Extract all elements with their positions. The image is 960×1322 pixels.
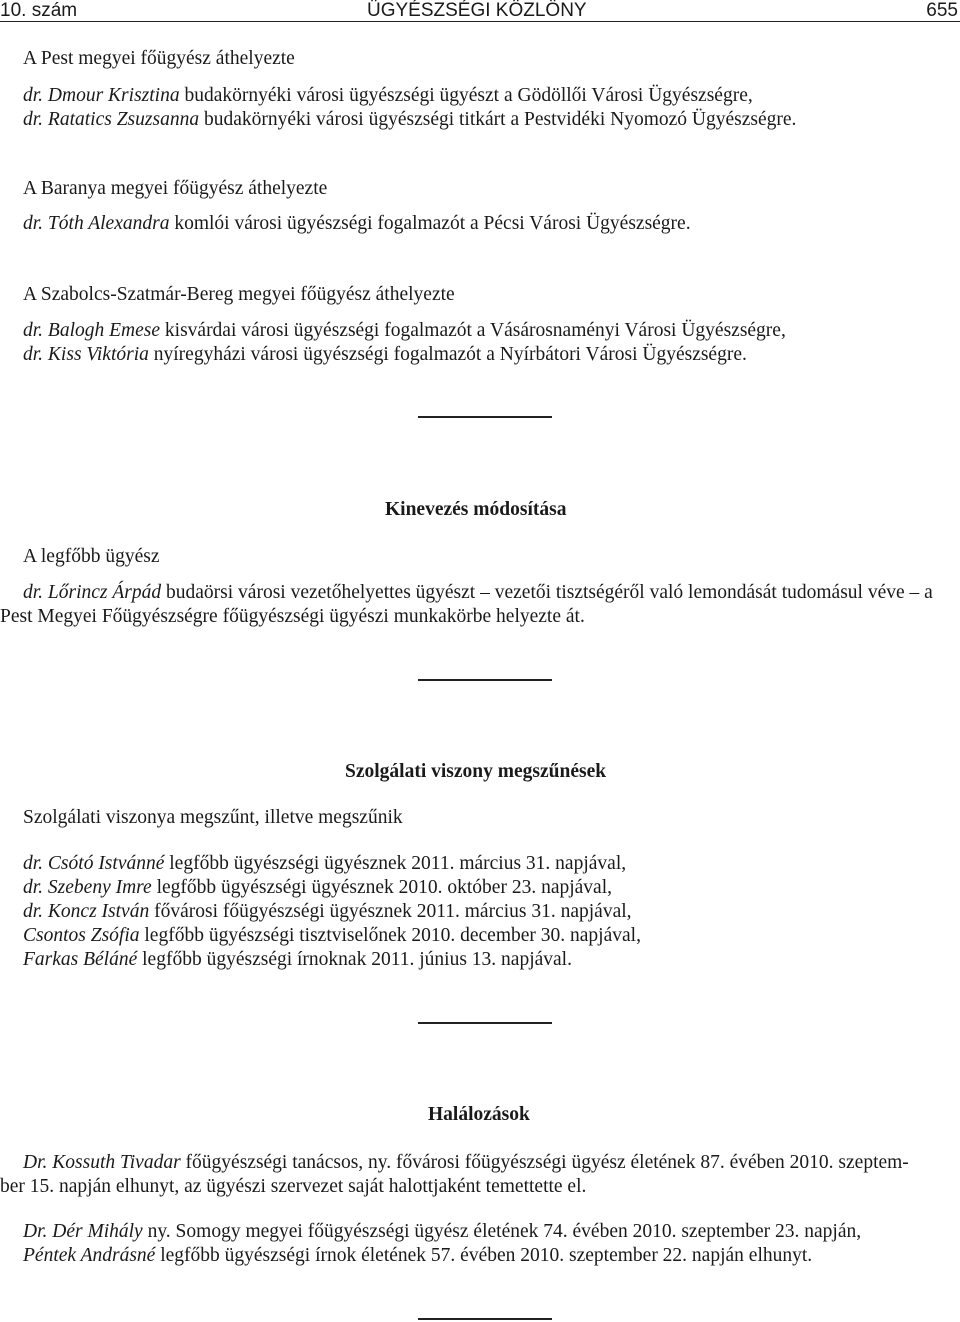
section-divider — [418, 1022, 552, 1024]
appointment-intro: A legfőbb ügyész — [23, 546, 160, 567]
baranya-heading: A Baranya megyei főügyész áthelyezte — [23, 178, 328, 199]
section-title-terminations: Szolgálati viszony megszűnések — [345, 761, 607, 782]
section-title-appointment: Kinevezés módosítása — [385, 499, 567, 520]
list-item: dr. Ratatics Zsuzsanna budakörnyéki városi ügyészségi titkárt a Pestvidéki Nyomozó Ügyészségre. — [23, 109, 797, 130]
section-divider — [418, 1318, 552, 1320]
journal-title: ÜGYÉSZSÉGI KÖZLÖNY — [367, 0, 587, 21]
header-rule — [0, 21, 960, 22]
list-item: dr. Balogh Emese kisvárdai városi ügyészségi fogalmazót a Vásárosnaményi Városi Ügyészségre, — [23, 320, 786, 341]
list-item: Péntek Andrásné legfőbb ügyészségi írnok életének 57. évében 2010. szeptember 22. napján elhunyt. — [23, 1245, 813, 1266]
section-divider — [418, 416, 552, 418]
list-item: dr. Koncz István fővárosi főügyészségi ügyésznek 2011. március 31. napjával, — [23, 901, 632, 922]
death-entry-1-line-1: Dr. Kossuth Tivadar főügyészségi tanácsos, ny. fővárosi főügyészségi ügyész életének 87. évében 2010. szeptem- — [23, 1152, 909, 1173]
appointment-line-2: Pest Megyei Főügyészségre főügyészségi ügyészi munkakörbe helyezte át. — [0, 606, 585, 627]
page-number: 655 — [926, 0, 958, 21]
szabolcs-heading: A Szabolcs-Szatmár-Bereg megyei főügyész áthelyezte — [23, 284, 455, 305]
issue-number: 10. szám — [0, 0, 78, 21]
list-item: dr. Csótó Istvánné legfőbb ügyészségi ügyésznek 2011. március 31. napjával, — [23, 853, 627, 874]
death-entry-1-line-2: ber 15. napján elhunyt, az ügyészi szervezet saját halottjaként temettette el. — [0, 1176, 587, 1197]
list-item: Dr. Dér Mihály ny. Somogy megyei főügyészségi ügyész életének 74. évében 2010. szeptember 23. napján, — [23, 1221, 862, 1242]
appointment-line-1: dr. Lőrincz Árpád budaörsi városi vezetőhelyettes ügyészt – vezetői tisztségéről való lemondását tudomásul véve – a — [23, 582, 933, 603]
list-item: Csontos Zsófia legfőbb ügyészségi tisztviselőnek 2010. december 30. napjával, — [23, 925, 641, 946]
list-item: dr. Tóth Alexandra komlói városi ügyészségi fogalmazót a Pécsi Városi Ügyészségre. — [23, 213, 691, 234]
list-item: dr. Szebeny Imre legfőbb ügyészségi ügyésznek 2010. október 23. napjával, — [23, 877, 613, 898]
pest-heading: A Pest megyei főügyész áthelyezte — [23, 48, 295, 69]
section-divider — [418, 679, 552, 681]
terminations-intro: Szolgálati viszonya megszűnt, illetve megszűnik — [23, 807, 403, 828]
section-title-deaths: Halálozások — [428, 1104, 530, 1125]
list-item: Farkas Béláné legfőbb ügyészségi írnoknak 2011. június 13. napjával. — [23, 949, 572, 970]
list-item: dr. Kiss Viktória nyíregyházi városi ügyészségi fogalmazót a Nyírbátori Városi Ügyészségre. — [23, 344, 747, 365]
list-item: dr. Dmour Krisztina budakörnyéki városi ügyészségi ügyészt a Gödöllői Városi Ügyészségre, — [23, 85, 753, 106]
